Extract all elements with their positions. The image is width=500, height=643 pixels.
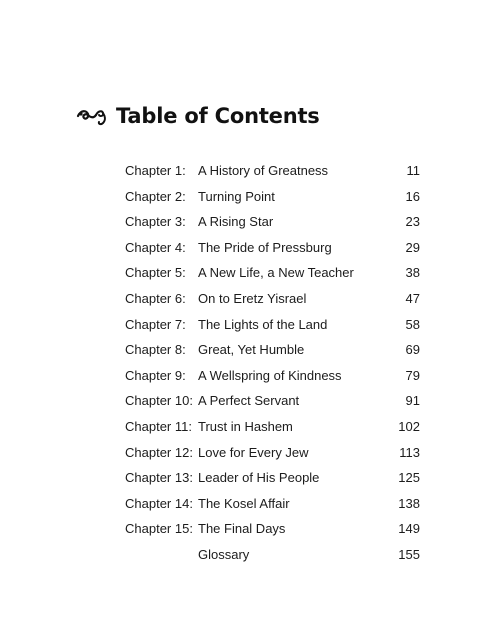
- toc-entry: [0, 235, 500, 261]
- page-number: 113: [399, 444, 420, 460]
- toc-entry: [0, 388, 500, 414]
- chapter-title: Turning Point: [198, 188, 275, 204]
- page-number: 29: [405, 239, 420, 255]
- chapter-number: Chapter 12:: [125, 444, 193, 460]
- chapter-number: Chapter 9:: [125, 367, 186, 383]
- page-number: 11: [406, 163, 420, 178]
- chapter-title: A Perfect Servant: [198, 393, 300, 409]
- chapter-number: Chapter 3:: [125, 214, 186, 230]
- page-title: Table of Contents: [116, 104, 320, 128]
- chapter-title: Glossary: [198, 546, 250, 562]
- toc-entry: [0, 158, 500, 184]
- page-number: 102: [398, 418, 420, 434]
- decorative-flourish-icon: [76, 105, 110, 127]
- chapter-title: Trust in Hashem: [198, 418, 293, 434]
- toc-list: [0, 158, 500, 568]
- chapter-title: Great, Yet Humble: [198, 342, 305, 358]
- chapter-title: The Pride of Pressburg: [198, 239, 332, 255]
- toc-entry: [0, 465, 500, 491]
- chapter-title: A History of Greatness: [198, 163, 329, 178]
- page-number: 47: [405, 290, 420, 306]
- toc-entry: [0, 542, 500, 568]
- toc-entry: [0, 209, 500, 235]
- chapter-number: Chapter 5:: [125, 265, 186, 281]
- toc-entry: [0, 184, 500, 210]
- page-number: 155: [398, 546, 420, 562]
- chapter-title: The Kosel Affair: [198, 495, 290, 511]
- chapter-title: Leader of His People: [198, 470, 320, 486]
- page-number: 23: [405, 214, 420, 230]
- page-number: 16: [405, 188, 420, 204]
- page-number: 58: [405, 316, 420, 332]
- toc-entry: [0, 260, 500, 286]
- chapter-title: A Wellspring of Kindness: [198, 367, 342, 383]
- page-number: 125: [398, 470, 420, 486]
- page-number: 38: [405, 265, 420, 281]
- chapter-number: Chapter 2:: [125, 188, 186, 204]
- page-number: 79: [405, 367, 420, 383]
- chapter-title: The Final Days: [198, 521, 286, 537]
- chapter-title: A New Life, a New Teacher: [198, 265, 354, 281]
- chapter-number: Chapter 4:: [125, 239, 186, 255]
- chapter-number: Chapter 14:: [125, 495, 193, 511]
- page-number: 91: [405, 393, 420, 409]
- chapter-number: Chapter 8:: [125, 342, 186, 358]
- toc-entry: [0, 491, 500, 517]
- toc-entry: [0, 440, 500, 466]
- toc-entry: [0, 414, 500, 440]
- chapter-number: Chapter 6:: [125, 290, 186, 306]
- chapter-title: The Lights of the Land: [198, 316, 328, 332]
- chapter-title: Love for Every Jew: [198, 444, 309, 460]
- chapter-number: Chapter 11:: [125, 418, 192, 434]
- toc-entry: [0, 363, 500, 389]
- chapter-number: Chapter 10:: [125, 393, 193, 409]
- toc-entry: [0, 286, 500, 312]
- chapter-title: A Rising Star: [198, 214, 274, 230]
- chapter-number: Chapter 13:: [125, 470, 193, 486]
- toc-entry: [0, 516, 500, 542]
- chapter-number: Chapter 15:: [125, 521, 193, 537]
- page-number: 138: [398, 495, 420, 511]
- chapter-number: Chapter 7:: [125, 316, 186, 332]
- toc-entry: [0, 312, 500, 338]
- page-number: 69: [405, 342, 420, 358]
- chapter-title: On to Eretz Yisrael: [198, 290, 307, 306]
- toc-entry: [0, 337, 500, 363]
- chapter-number: Chapter 1:: [125, 163, 186, 178]
- toc-heading: [76, 100, 320, 132]
- page-number: 149: [398, 521, 420, 537]
